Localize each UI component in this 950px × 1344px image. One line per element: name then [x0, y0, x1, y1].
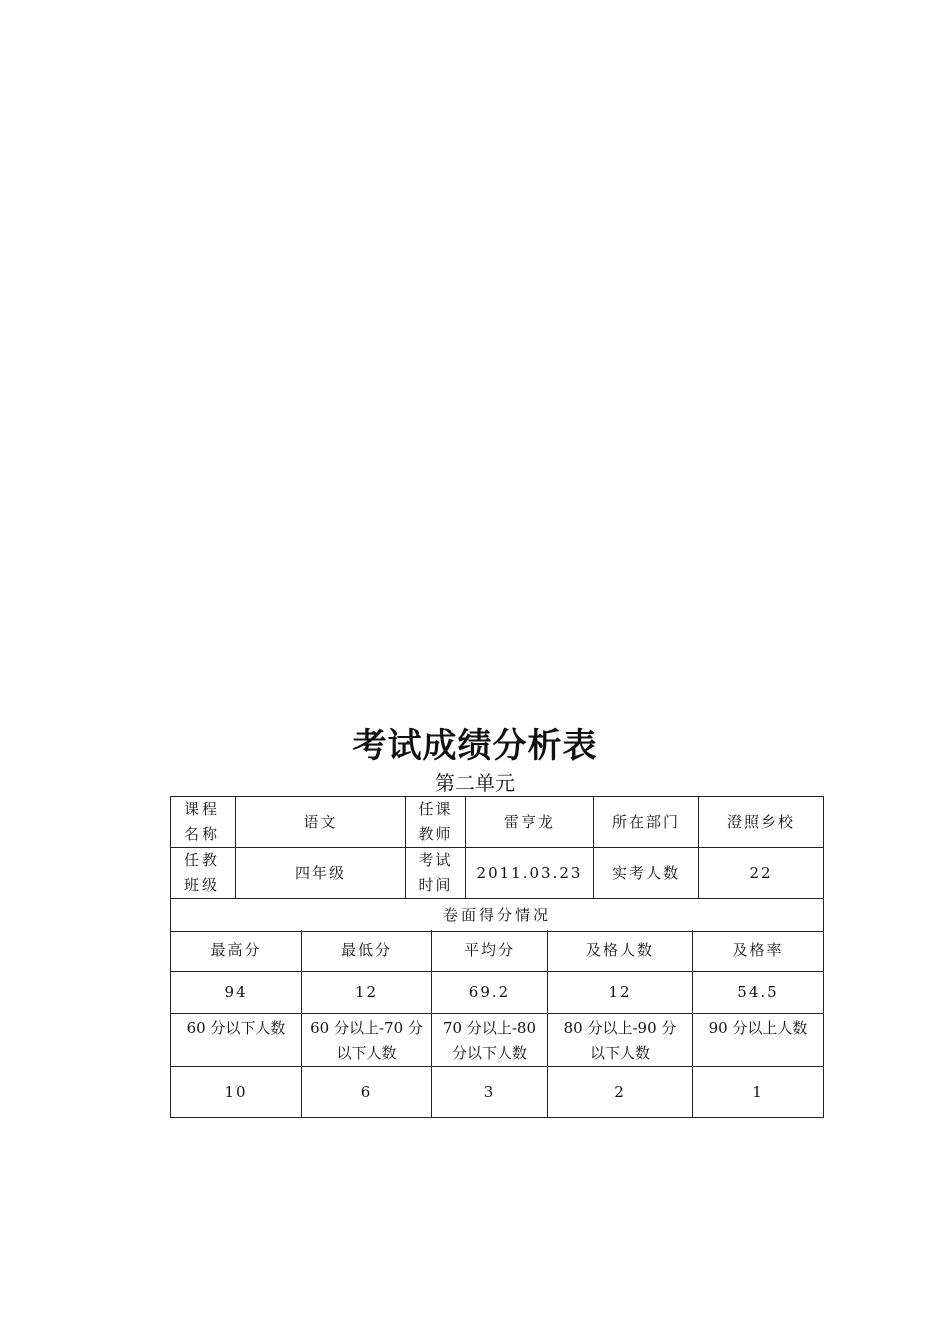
table-row: [171, 848, 824, 899]
range-header-below-60: [171, 1014, 302, 1067]
info-table: [170, 796, 824, 932]
class-label-cell: [171, 848, 236, 899]
table-row: [171, 972, 824, 1014]
header-pass-count: 及格人数: [548, 930, 693, 972]
value-pass-rate: 54.5: [693, 972, 824, 1014]
count-label: 实考人数: [594, 848, 699, 899]
range-value-below-60: 10: [171, 1067, 302, 1118]
value-max: 94: [171, 972, 302, 1014]
time-label-line-1: 考试: [418, 851, 453, 869]
value-avg: 69.2: [432, 972, 548, 1014]
range-header-line-2: 分以下人数: [451, 1044, 527, 1062]
count-value: 22: [699, 848, 824, 899]
time-value: 2011.03.23: [466, 848, 594, 899]
range-header-line-1: 60 分以下人数: [186, 1019, 286, 1037]
class-label-line-2: 班级: [184, 876, 221, 894]
value-min: 12: [302, 972, 432, 1014]
range-value-above-90: 1: [693, 1067, 824, 1118]
range-value-60-70: 6: [302, 1067, 432, 1118]
header-pass-rate: 及格率: [693, 930, 824, 972]
course-label-line-1: 课程: [184, 800, 221, 818]
course-label-line-2: 名称: [184, 825, 221, 843]
table-row: [171, 899, 824, 932]
range-header-line-1: 80 分以上-90 分: [563, 1019, 677, 1037]
header-max: 最高分: [171, 930, 302, 972]
range-value-70-80: 3: [432, 1067, 548, 1118]
teacher-value: 雷亨龙: [466, 797, 594, 848]
dept-label: 所在部门: [594, 797, 699, 848]
range-value-80-90: 2: [548, 1067, 693, 1118]
page-subtitle: 第二单元: [435, 771, 515, 795]
range-header-line-1: 70 分以上-80: [442, 1019, 536, 1037]
table-row: [171, 930, 824, 972]
range-header-line-1: 90 分以上人数: [708, 1019, 808, 1037]
class-value: 四年级: [236, 848, 406, 899]
range-header-70-80: [432, 1014, 548, 1067]
header-avg: 平均分: [432, 930, 548, 972]
teacher-label-line-2: 教师: [418, 825, 453, 843]
course-value: 语文: [236, 797, 406, 848]
score-table: [170, 930, 824, 1118]
range-header-above-90: [693, 1014, 824, 1067]
header-min: 最低分: [302, 930, 432, 972]
section-title: 卷面得分情况: [171, 899, 824, 932]
range-header-60-70: [302, 1014, 432, 1067]
table-row: [171, 797, 824, 848]
value-pass-count: 12: [548, 972, 693, 1014]
teacher-label-line-1: 任课: [418, 800, 453, 818]
range-header-line-1: 60 分以上-70 分: [310, 1019, 423, 1037]
table-row: [171, 1014, 824, 1067]
time-label-line-2: 时间: [418, 876, 453, 894]
table-row: [171, 1067, 824, 1118]
course-label-cell: [171, 797, 236, 848]
range-header-line-2: 以下人数: [336, 1044, 397, 1062]
class-label-line-1: 任教: [184, 851, 221, 869]
dept-value: 澄照乡校: [699, 797, 824, 848]
range-header-80-90: [548, 1014, 693, 1067]
teacher-label-cell: [406, 797, 466, 848]
time-label-cell: [406, 848, 466, 899]
page-title: 考试成绩分析表: [352, 726, 598, 766]
range-header-line-2: 以下人数: [589, 1044, 650, 1062]
